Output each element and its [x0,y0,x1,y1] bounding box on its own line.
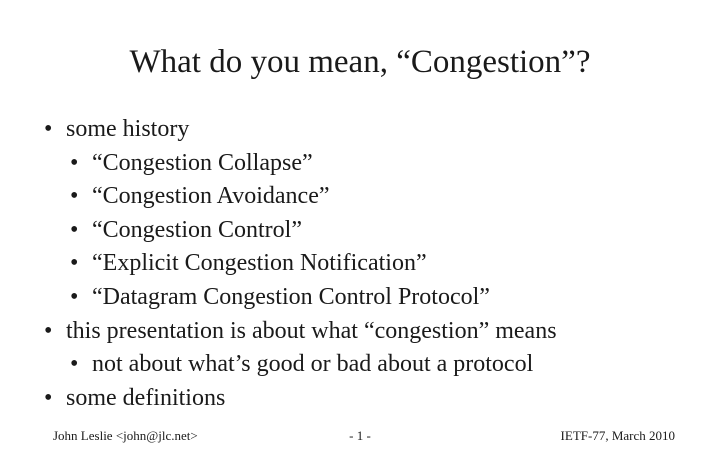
bullet-list [44,113,557,415]
bullet-text: “Explicit Congestion Notification” [92,250,427,277]
sub-bullet-item [44,348,557,382]
bullet-marker: • [70,351,79,378]
bullet-text: some history [66,116,190,142]
footer-page-number: - 1 - [349,428,371,443]
sub-bullet-item [44,180,557,214]
bullet-marker: • [44,317,53,344]
bullet-marker: • [70,250,79,277]
bullet-text: “Congestion Avoidance” [92,183,330,210]
bullet-marker: • [70,183,79,210]
sub-bullet-item [44,214,557,248]
bullet-text: some definitions [66,384,226,411]
bullet-marker: • [70,216,79,243]
bullet-item [44,382,557,416]
bullet-marker: • [70,283,79,310]
sub-bullet-item [44,281,557,315]
slide-title: What do you mean, “Congestion”? [129,44,591,80]
bullet-marker: • [70,149,79,176]
bullet-text: “Datagram Congestion Control Protocol” [92,283,490,310]
bullet-item [44,315,557,349]
bullet-text: not about what’s good or bad about a protocol [92,351,534,378]
bullet-marker: • [44,116,53,142]
sub-bullet-item [44,247,557,281]
bullet-text: “Congestion Control” [92,216,302,243]
bullet-marker: • [44,384,53,411]
bullet-text: this presentation is about what “congestion” means [66,317,557,344]
footer-event: IETF-77, March 2010 [560,428,675,443]
bullet-item [44,113,557,147]
bullet-text: “Congestion Collapse” [92,149,313,176]
sub-bullet-item [44,147,557,181]
footer-author: John Leslie <john@jlc.net> [53,428,198,443]
